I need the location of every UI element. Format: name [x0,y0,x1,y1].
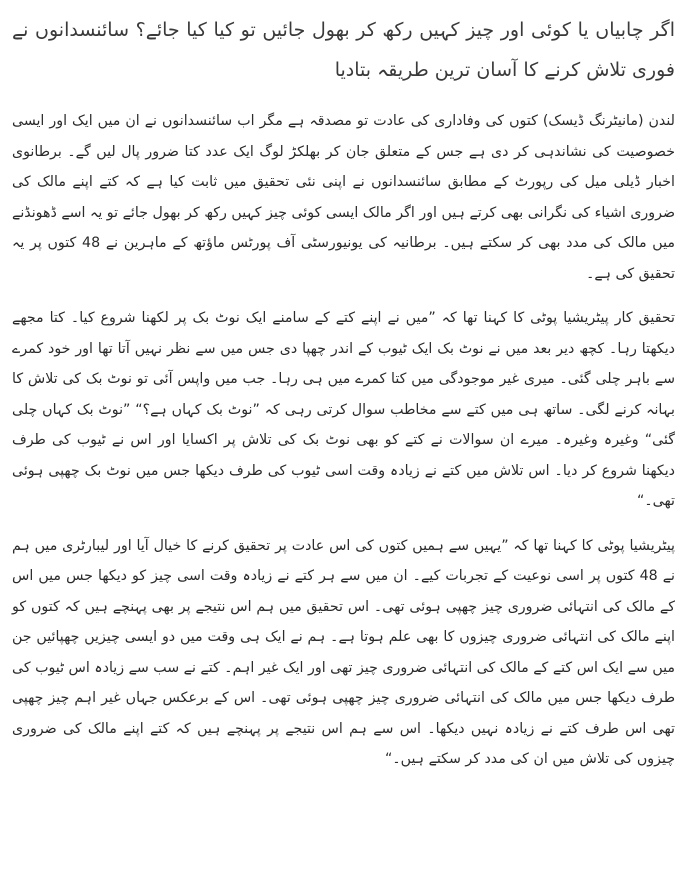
article-paragraph-3: پیٹریشیا پوٹی کا کہنا تھا کہ ”یہیں سے ہمیں کتوں کی اس عادت پر تحقیق کرنے کا خیال آیا اور لیبارٹری میں ہم نے 48 کتوں پر اسی نوعیت کے تجربات کیے۔ ان میں سے ہر کتے نے زیادہ وقت اسی چیز کو دیکھا جس میں اس کے مالک کی انتہائی ضروری چیز چھپی ہوئی تھی۔ اس تحقیق میں ہم اس نتیجے پر بھی پہنچے ہیں کہ کتوں کو اپنے مالک کی انتہائی ضروری چیزوں کا بھی علم ہوتا ہے۔ ہم نے ایک ہی وقت میں دو ایسی چیزیں چھپائیں جن میں سے ایک اس کتے کے مالک کی انتہائی ضروری چیز تھی اور ایک غیر اہم۔ کتے نے سب سے زیادہ اس ٹیوب کی طرف دیکھا جس میں مالک کی انتہائی ضروری چیز چھپی ہوئی تھی۔ اس کے برعکس جہاں غیر اہم چیز چھپی تھی اس طرف کتے نے زیادہ نہیں دیکھا۔ اس سے ہم اس نتیجے پر پہنچے ہیں کہ کتے اپنے مالک کی ضروری چیزوں کی تلاش میں ان کی مدد کر سکتے ہیں۔“ [12,537,675,767]
article-headline: اگر چابیاں یا کوئی اور چیز کہیں رکھ کر بھول جائیں تو کیا کیا جائے؟ سائنسدانوں نے فوری تلاش کرنے کا آسان ترین طریقہ بتادیا [12,19,675,81]
article-paragraph-2: تحقیق کار پیٹریشیا پوٹی کا کہنا تھا کہ ”میں نے اپنے کتے کے سامنے ایک نوٹ بک پر لکھنا شروع کیا۔ کتا مجھے دیکھتا رہا۔ کچھ دیر بعد میں نے نوٹ بک ایک ٹیوب کے اندر چھپا دی جس میں سے نظر نہیں آتا تھا اور خود کمرے سے باہر چلی گئی۔ میری غیر موجودگی میں کتا کمرے میں ہی رہا۔ جب میں واپس آئی تو نوٹ بک کی تلاش کا بہانہ کرنے لگی۔ ساتھ ہی میں کتے سے مخاطب سوال کرتی رہی کہ ”نوٹ بک کہاں ہے؟“ ”نوٹ بک کہاں چلی گئی“ وغیرہ وغیرہ۔ میرے ان سوالات نے کتے کو بھی نوٹ بک کی تلاش پر اکسایا اور اس نے ٹیوب کی طرف دیکھنا شروع کر دیا۔ اس تلاش میں کتے نے زیادہ وقت اسی ٹیوب کی طرف دیکھا جس میں نوٹ بک چھپی ہوئی تھی۔“ [12,310,675,509]
article-paragraph-1: لندن (مانیٹرنگ ڈیسک) کتوں کی وفاداری کی عادت تو مصدقہ ہے مگر اب سائنسدانوں نے ان میں ایک اور ایسی خصوصیت کی نشاندہی کر دی ہے جس کے متعلق جان کر بھلکڑ لوگ ایک عدد کتا ضرور پال لیں گے۔ برطانوی اخبار ڈیلی میل کی رپورٹ کے مطابق سائنسدانوں نے اپنی نئی تحقیق میں ثابت کیا ہے کہ کتے اپنے مالک کی ضروری اشیاء کی نگرانی بھی کرتے ہیں اور اگر مالک ایسی کوئی چیز کہیں رکھ کر بھول جائے تو یہ اسے ڈھونڈنے میں مالک کی مدد بھی کر سکتے ہیں۔ برطانیہ کی یونیورسٹی آف پورٹس ماؤتھ کے ماہرین نے 48 کتوں پر یہ تحقیق کی ہے۔ [12,113,675,282]
